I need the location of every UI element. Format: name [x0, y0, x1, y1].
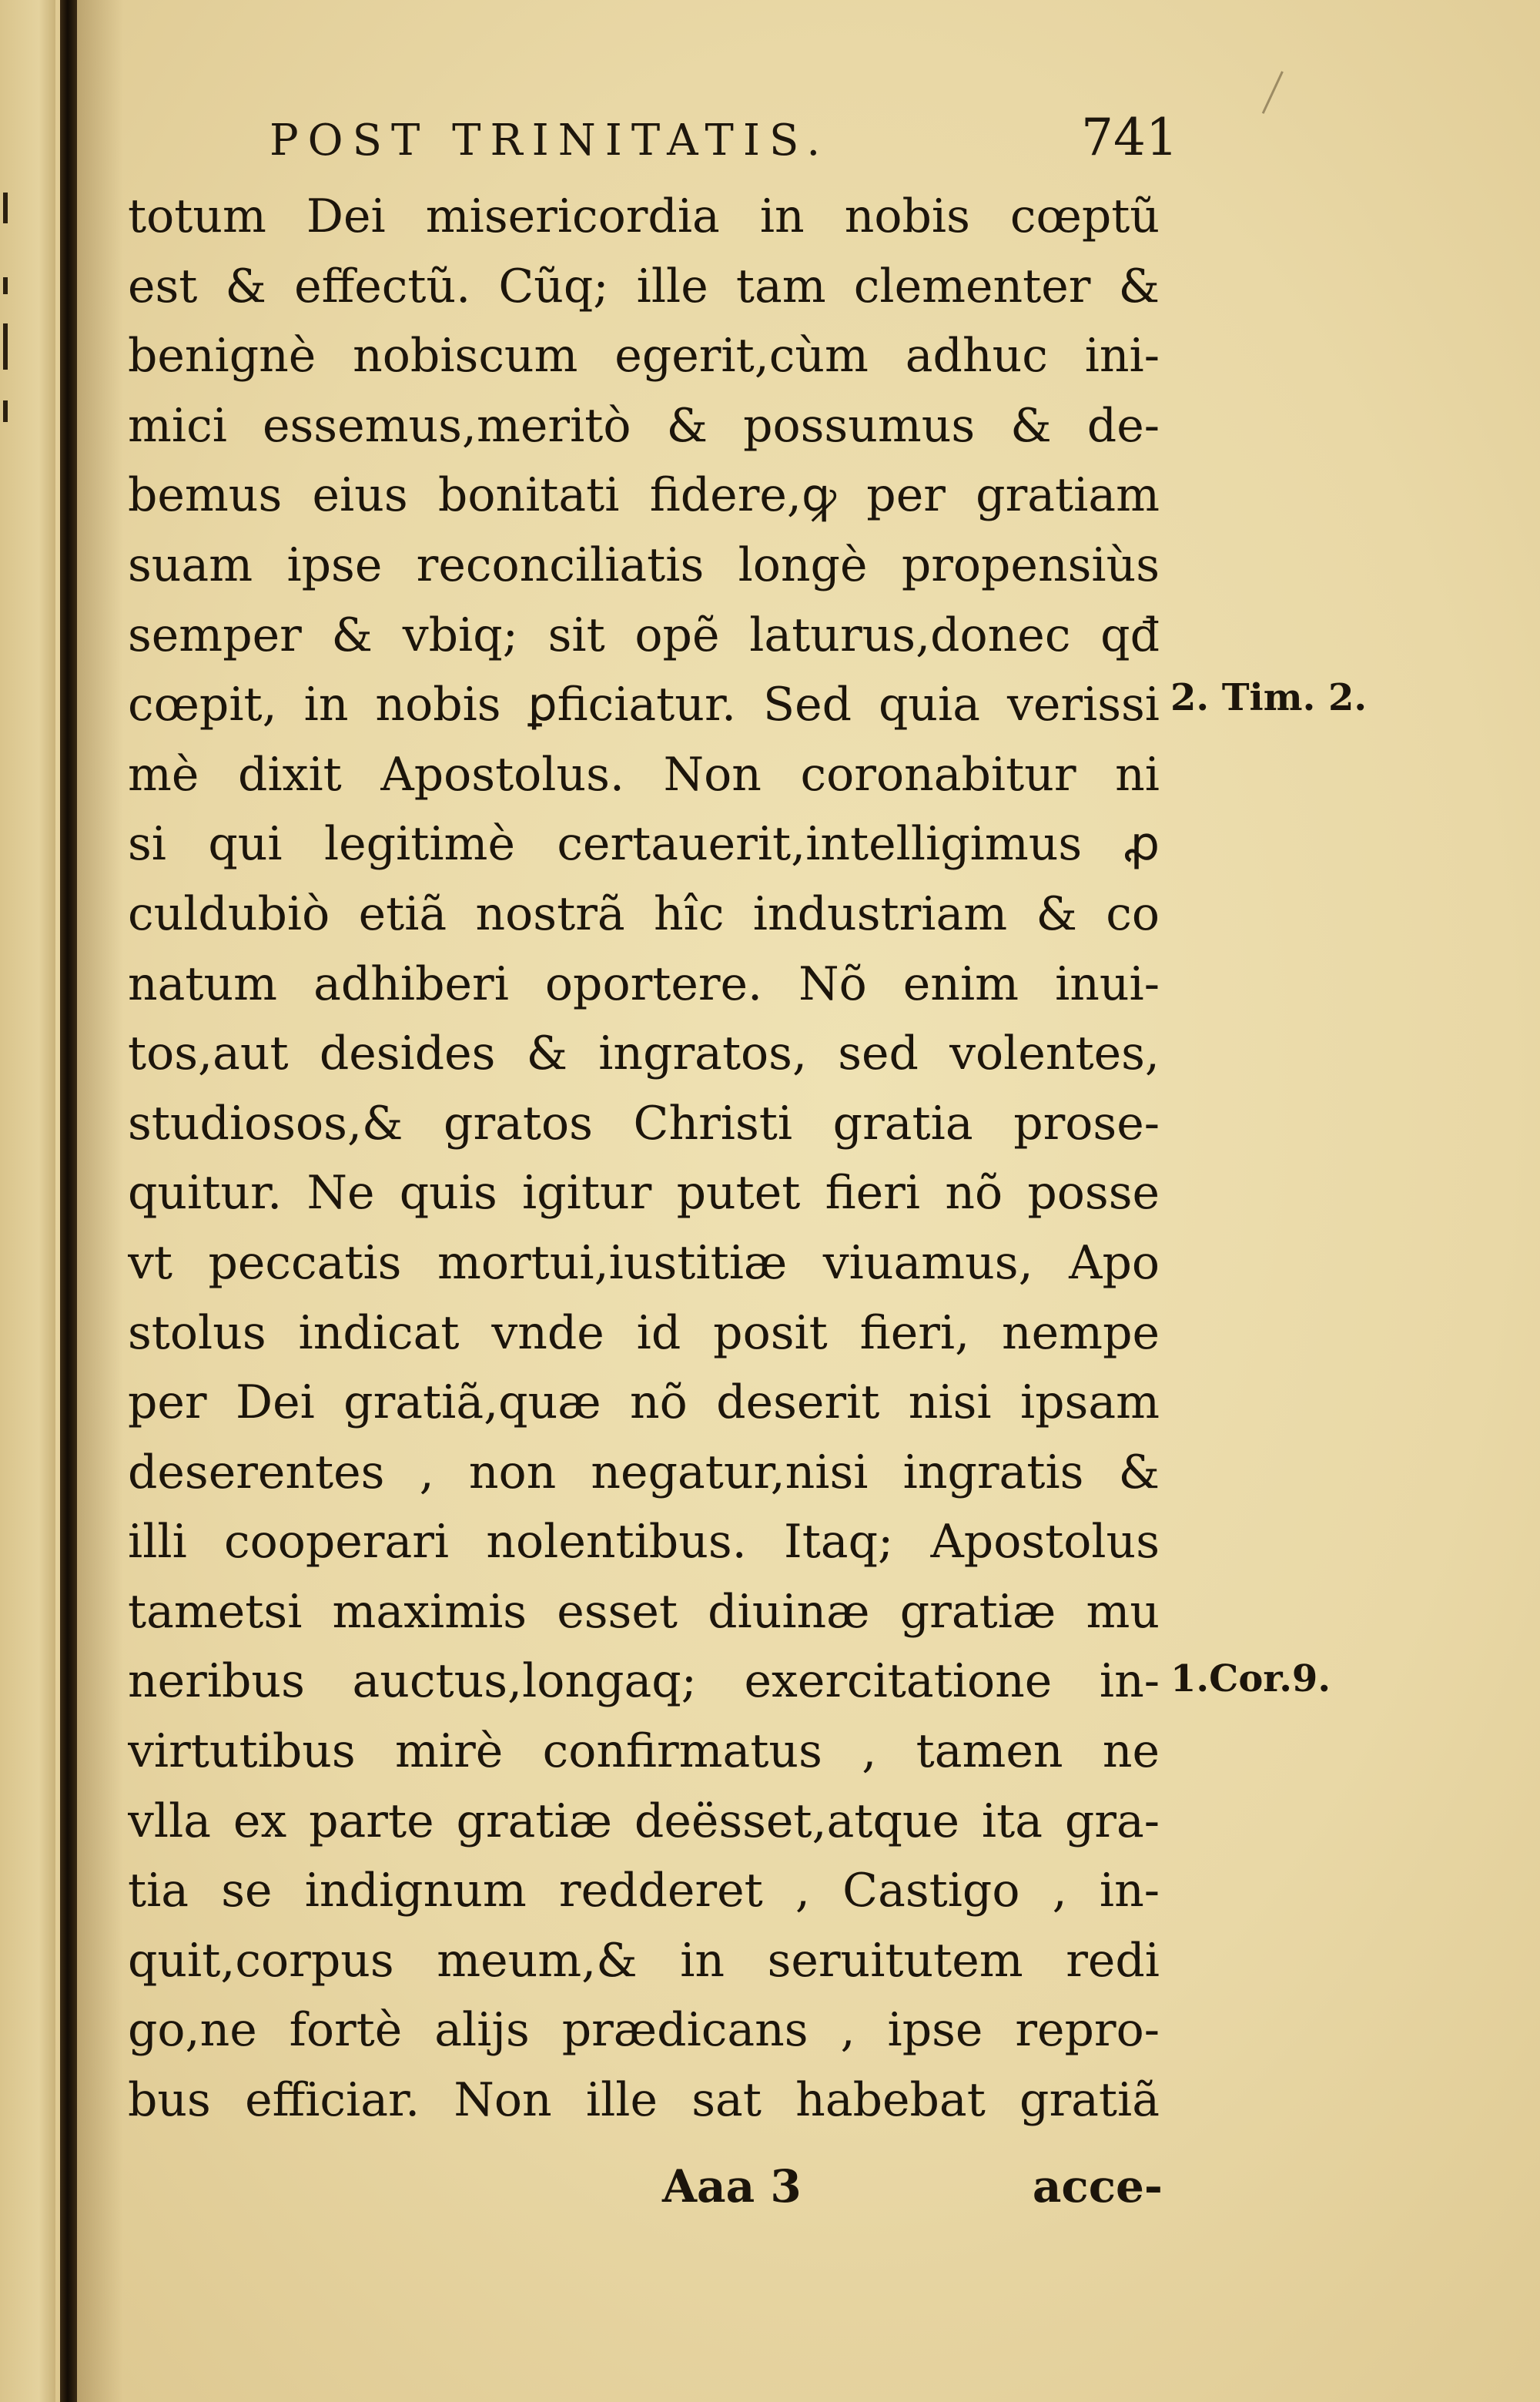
text-line: tos,aut desides & ingratos, sed volentes,: [128, 1027, 1160, 1081]
text-line: studiosos,& gratos Christi gratia prose-: [128, 1096, 1160, 1151]
text-line: semper & vbiq; sit opẽ laturus,donec qđ: [128, 608, 1160, 662]
text-line: est & effectũ. Cũq; ille tam clementer &: [128, 259, 1160, 313]
text-line: go,ne fortè alijs prædicans , ipse repro-: [128, 2003, 1160, 2058]
text-line: quitur. Ne quis igitur putet fieri nõ posse: [128, 1166, 1160, 1221]
text-line: natum adhiberi oportere. Nõ enim inui-: [128, 956, 1160, 1011]
text-line: per Dei gratiã,quæ nõ deserit nisi ipsam: [128, 1375, 1160, 1430]
edge-mark: [3, 323, 8, 370]
text-line: bemus eius bonitati fidere,ꝙ per gratiam: [128, 468, 1160, 523]
text-line: culdubiò etiã nostrã hîc industriam & co: [128, 886, 1160, 941]
text-line: deserentes , non negatur,nisi ingratis &: [128, 1445, 1160, 1499]
page-header: [270, 108, 1178, 177]
pen-mark: [1262, 71, 1303, 122]
text-line: mici essemus,meritò & possumus & de-: [128, 398, 1160, 453]
text-line: cœpit, in nobis ꝑficiatur. Sed quia verissi: [128, 678, 1160, 732]
text-line: vlla ex parte gratiæ deësset,atque ita gra-: [128, 1794, 1160, 1848]
text-line: tia se indignum redderet , Castigo , in-: [128, 1864, 1160, 1918]
text-line: bus efficiar. Non ille sat habebat gratiã: [128, 2073, 1160, 2128]
body-text: [128, 182, 1160, 2136]
book-gutter: [60, 0, 77, 2402]
margin-note-corinthians: 1.Cor.9.: [1170, 1657, 1331, 1700]
text-line: totum Dei misericordia in nobis cœptũ: [128, 189, 1160, 243]
text-line: si qui legitimè certauerit,intelligimus ꝓ: [128, 817, 1160, 872]
page-footer: [662, 2160, 1163, 2222]
previous-page-edge: [0, 0, 55, 2402]
edge-mark: [3, 277, 8, 294]
text-line: virtutibus mirè confirmatus , tamen ne: [128, 1724, 1160, 1779]
catchword: acce-: [1032, 2160, 1163, 2213]
text-line: vt peccatis mortui,iustitiæ viuamus, Apo: [128, 1235, 1160, 1290]
gutter-shadow: [77, 0, 123, 2402]
edge-mark: [3, 193, 8, 223]
text-line: tametsi maximis esset diuinæ gratiæ mu: [128, 1584, 1160, 1639]
text-line: suam ipse reconciliatis longè propensiùs: [128, 538, 1160, 592]
text-line: illi cooperari nolentibus. Itaq; Apostolus: [128, 1515, 1160, 1570]
text-line: neribus auctus,longaq; exercitatione in-: [128, 1654, 1160, 1709]
text-line: benignè nobiscum egerit,cùm adhuc ini-: [128, 329, 1160, 384]
text-line: mè dixit Apostolus. Non coronabitur ni: [128, 747, 1160, 802]
text-line: quit,corpus meum,& in seruitutem redi: [128, 1933, 1160, 1988]
page-number: 741: [1081, 108, 1178, 167]
running-title: POST TRINITATIS.: [270, 116, 830, 166]
edge-mark: [3, 400, 8, 422]
signature-mark: Aaa 3: [662, 2160, 802, 2213]
margin-note-timothy: 2. Tim. 2.: [1170, 676, 1368, 719]
text-line: stolus indicat vnde id posit fieri, nempe: [128, 1305, 1160, 1360]
